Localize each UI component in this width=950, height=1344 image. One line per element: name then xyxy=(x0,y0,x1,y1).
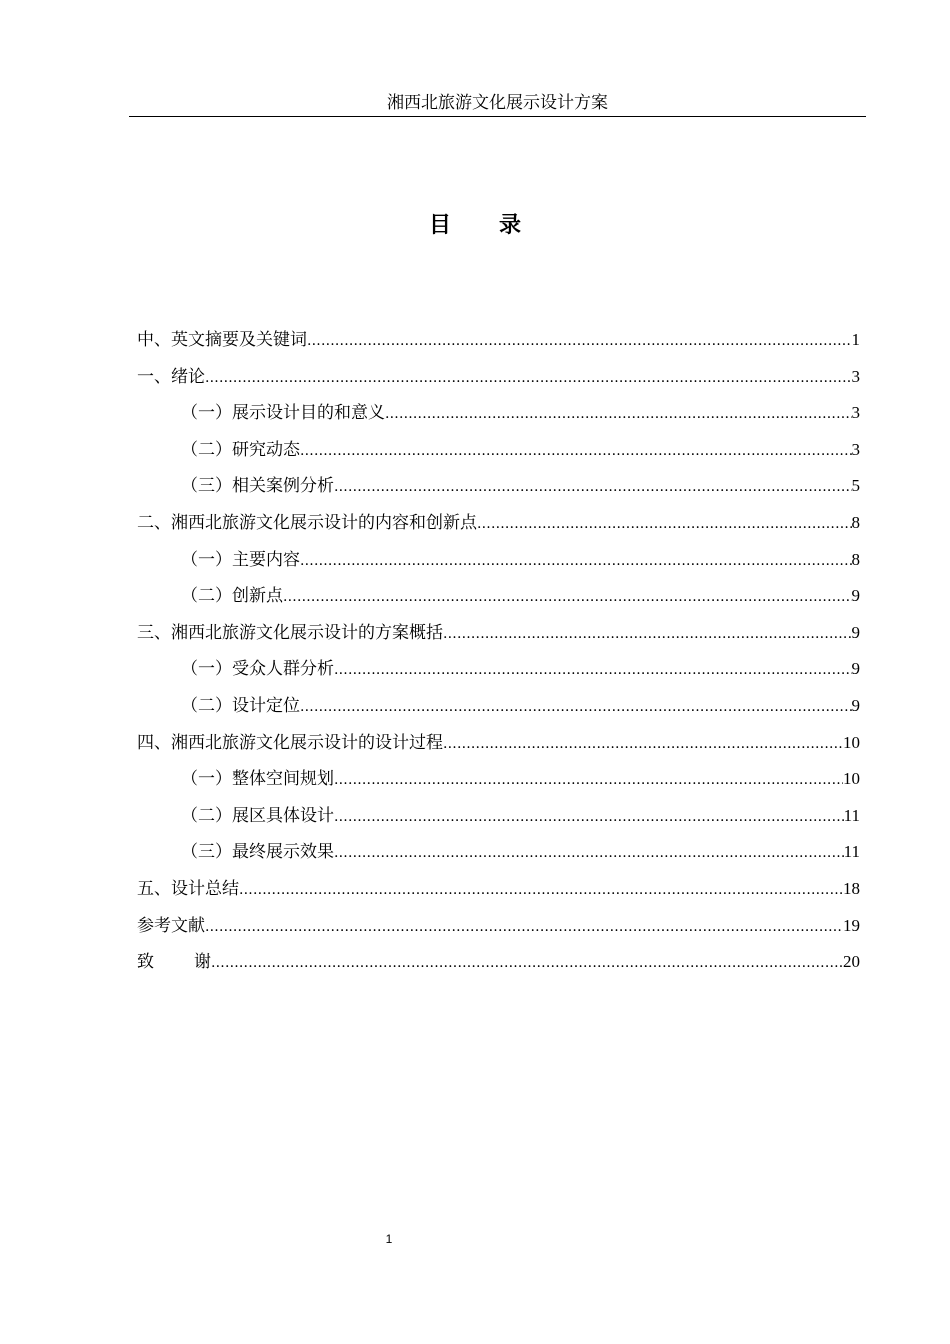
toc-entry-chapter-3[interactable] xyxy=(137,615,860,652)
dot-leader xyxy=(334,762,843,799)
toc-entry-label: （一）展示设计目的和意义 xyxy=(181,403,385,424)
toc-entry-label: （一）主要内容 xyxy=(181,549,300,570)
toc-entry-label: （一）受众人群分析 xyxy=(181,659,334,680)
toc-entry-page: 9 xyxy=(851,659,860,679)
dot-leader xyxy=(443,726,843,763)
toc-entry-label: （一）整体空间规划 xyxy=(181,769,334,790)
toc-entry-label: 二、湘西北旅游文化展示设计的内容和创新点 xyxy=(137,512,477,533)
toc-entry-page: 8 xyxy=(851,512,860,532)
toc-entry-page: 3 xyxy=(851,439,860,459)
toc-entry-references[interactable] xyxy=(137,908,860,945)
toc-entry-label: （二）设计定位 xyxy=(181,695,300,716)
toc-entry-page: 11 xyxy=(843,805,860,825)
dot-leader xyxy=(283,579,852,616)
toc-entry-page: 9 xyxy=(851,622,860,642)
toc-entry-page: 3 xyxy=(851,366,860,386)
toc-entry-label-char-1: 致 xyxy=(137,952,154,973)
toc-entry-chapter-2[interactable] xyxy=(137,505,860,542)
dot-leader xyxy=(443,616,852,653)
toc-entry-label: 四、湘西北旅游文化展示设计的设计过程 xyxy=(137,732,443,753)
toc-entry-3-2[interactable] xyxy=(137,688,860,725)
toc-entry-1-1[interactable] xyxy=(137,395,860,432)
dot-leader xyxy=(211,945,843,982)
toc-entry-label: （三）相关案例分析 xyxy=(181,476,334,497)
dot-leader xyxy=(300,433,852,470)
toc-entry-page: 9 xyxy=(851,586,860,606)
dot-leader xyxy=(334,469,852,506)
toc-entry-1-3[interactable] xyxy=(137,468,860,505)
toc-entry-label: 中、英文摘要及关键词 xyxy=(137,330,307,350)
dot-leader xyxy=(334,652,852,689)
toc-entry-acknowledgements[interactable] xyxy=(137,944,860,981)
toc-entry-3-1[interactable] xyxy=(137,651,860,688)
toc-entry-label xyxy=(137,944,211,981)
toc-entry-page: 1 xyxy=(851,330,860,349)
toc-entry-page: 19 xyxy=(843,915,860,935)
dot-leader xyxy=(307,323,852,360)
toc-entry-page: 10 xyxy=(843,732,860,752)
toc-entry-page: 8 xyxy=(851,549,860,569)
toc-entry-label: 一、绪论 xyxy=(137,366,205,387)
toc-entry-chapter-5[interactable] xyxy=(137,871,860,908)
toc-entry-page: 5 xyxy=(851,476,860,496)
toc-entry-4-2[interactable] xyxy=(137,798,860,835)
toc-entry-label: （二）研究动态 xyxy=(181,439,300,460)
toc-entry-page: 11 xyxy=(843,842,860,862)
toc-entry-2-1[interactable] xyxy=(137,542,860,579)
dot-leader xyxy=(205,909,843,946)
toc-entry-4-3[interactable] xyxy=(137,834,860,871)
dot-leader xyxy=(477,506,852,543)
toc-entry-page: 9 xyxy=(851,695,860,715)
dot-leader xyxy=(385,396,852,433)
toc-entry-page: 20 xyxy=(843,952,860,972)
toc-entry-introduction[interactable] xyxy=(137,359,860,396)
toc-entry-label: 参考文献 xyxy=(137,915,205,936)
toc-entry-label: （二）创新点 xyxy=(181,586,283,607)
toc-entry-2-2[interactable] xyxy=(137,578,860,615)
dot-leader xyxy=(300,689,852,726)
toc-entry-label: （二）展区具体设计 xyxy=(181,805,334,826)
table-of-contents xyxy=(137,322,860,981)
toc-entry-label: 五、设计总结 xyxy=(137,878,239,899)
toc-entry-page: 3 xyxy=(851,403,860,423)
toc-entry-4-1[interactable] xyxy=(137,761,860,798)
toc-title xyxy=(0,208,950,242)
dot-leader xyxy=(334,835,844,872)
toc-entry-label: （三）最终展示效果 xyxy=(181,842,334,863)
page-number: 1 xyxy=(385,1232,393,1246)
running-header-title: 湘西北旅游文化展示设计方案 xyxy=(387,93,608,113)
toc-title-char-1: 目 xyxy=(428,212,451,238)
dot-leader xyxy=(300,543,852,580)
toc-entry-abstract[interactable] xyxy=(137,322,860,359)
dot-leader xyxy=(205,360,852,397)
running-header xyxy=(129,92,866,117)
toc-entry-chapter-4[interactable] xyxy=(137,725,860,762)
toc-entry-page: 18 xyxy=(843,878,860,898)
toc-entry-label: 三、湘西北旅游文化展示设计的方案概括 xyxy=(137,622,443,643)
toc-title-char-2: 录 xyxy=(499,212,522,238)
toc-entry-1-2[interactable] xyxy=(137,432,860,469)
dot-leader xyxy=(334,799,844,836)
toc-entry-page: 10 xyxy=(843,769,860,789)
toc-entry-label-char-2: 谢 xyxy=(194,952,211,973)
dot-leader xyxy=(239,872,843,909)
